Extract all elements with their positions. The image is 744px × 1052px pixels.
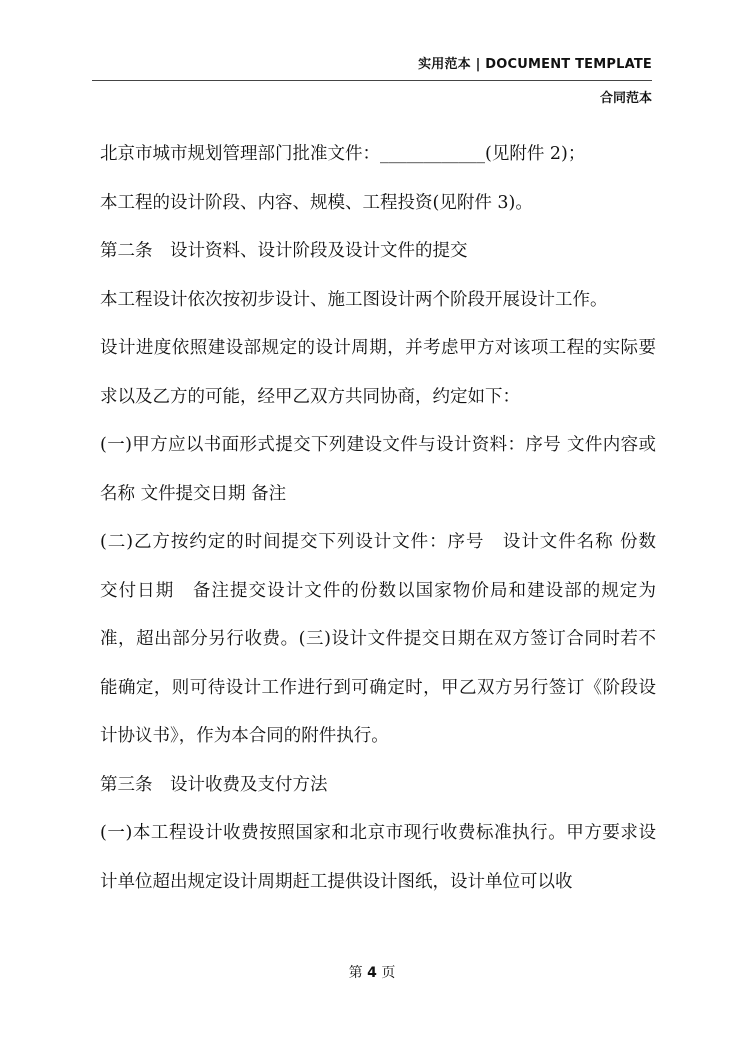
paragraph-phases: 本工程设计依次按初步设计、施工图设计两个阶段开展设计工作。 bbox=[100, 289, 608, 310]
header-divider bbox=[92, 80, 652, 81]
footer-prefix: 第 bbox=[348, 965, 363, 981]
document-body bbox=[100, 130, 674, 906]
paragraph-clause-1: (一)甲方应以书面形式提交下列建设文件与设计资料：序号 文件内容或名称 文件提交日期 备注 bbox=[100, 435, 656, 504]
paragraph-fees: (一)本工程设计收费按照国家和北京市现行收费标准执行。甲方要求设计单位超出规定设计周期赶工提供设计图纸，设计单位可以收 bbox=[100, 823, 656, 892]
header-subtitle: 合同范本 bbox=[599, 91, 652, 106]
article-2-heading: 第二条 设计资料、设计阶段及设计文件的提交 bbox=[100, 241, 468, 261]
paragraph-approval: 北京市城市规划管理部门批准文件：____________(见附件 2)； bbox=[100, 144, 586, 164]
paragraph-scope: 本工程的设计阶段、内容、规模、工程投资(见附件 3)。 bbox=[100, 192, 533, 213]
page-number: 4 bbox=[367, 965, 377, 981]
paragraph-schedule: 设计进度依照建设部规定的设计周期，并考虑甲方对该项工程的实际要求以及乙方的可能，经甲乙双方共同协商，约定如下： bbox=[100, 338, 656, 407]
article-3-heading: 第三条 设计收费及支付方法 bbox=[100, 774, 328, 795]
page-footer bbox=[0, 962, 744, 982]
footer-suffix: 页 bbox=[381, 965, 396, 981]
paragraph-clause-2: (二)乙方按约定的时间提交下列设计文件：序号 设计文件名称 份数 交付日期 备注提交设计文件的份数以国家物价局和建设部的规定为准，超出部分另行收费。(三)设计文件提交日期在双方签订合同时若不能确定，则可待设计工作进行到可确定时，甲乙双方另行签订《阶段设计协议书》，作为本合同的附件执行。 bbox=[100, 532, 674, 746]
header-title: 实用范本 | DOCUMENT TEMPLATE bbox=[418, 57, 652, 72]
